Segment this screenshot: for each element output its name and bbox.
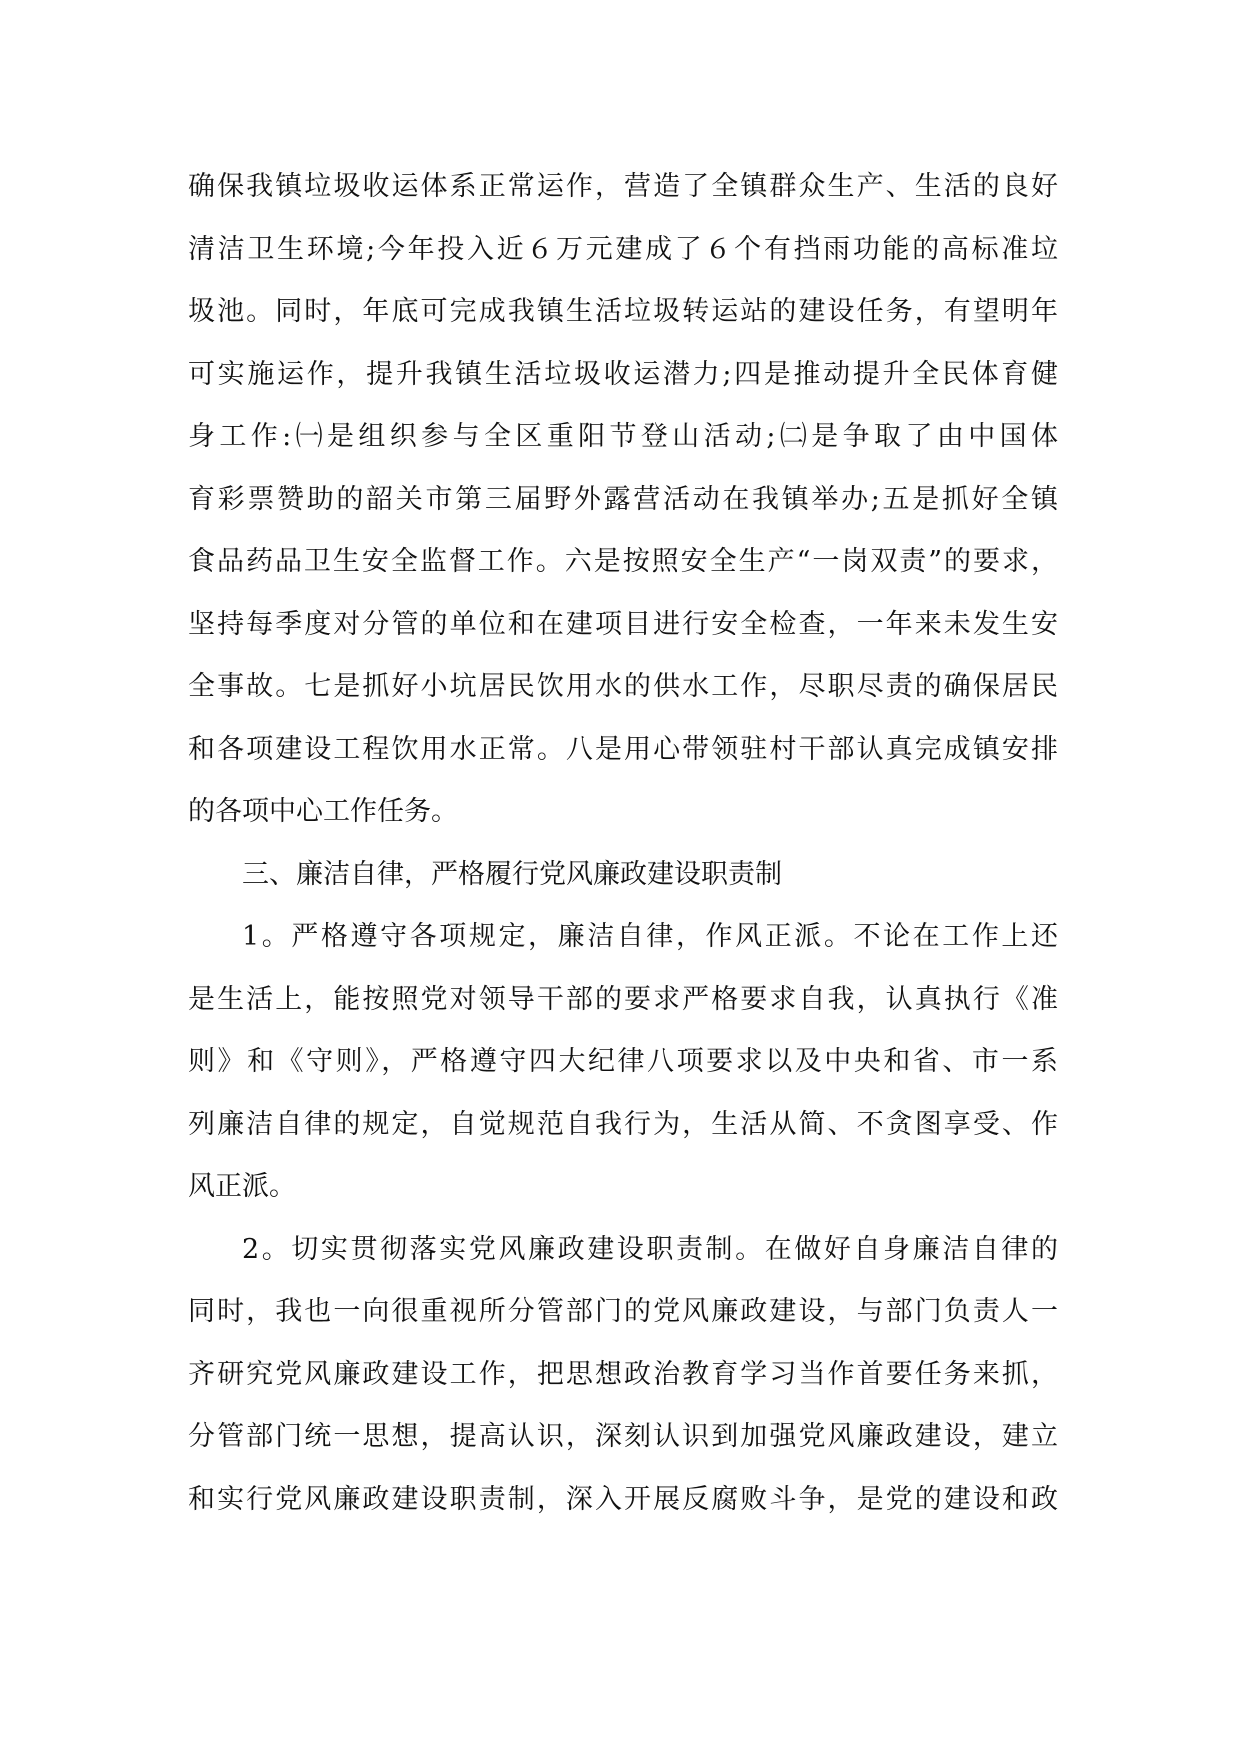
text-line: 2。切实贯彻落实党风廉政建设职责制。在做好自身廉洁自律的 — [242, 1233, 1058, 1265]
text-line: 圾池。同时，年底可完成我镇生活垃圾转运站的建设任务，有望明年 — [188, 296, 1058, 327]
text-line: 确保我镇垃圾收运体系正常运作，营造了全镇群众生产、生活的良好 — [188, 171, 1058, 202]
text-line: 是生活上，能按照党对领导干部的要求严格要求自我，认真执行《准 — [188, 983, 1058, 1015]
text-line: 全事故。七是抓好小坑居民饮用水的供水工作，尽职尽责的确保居民 — [188, 671, 1058, 702]
body-text — [188, 156, 1058, 1531]
text-line: 坚持每季度对分管的单位和在建项目进行安全检查，一年来未发生安 — [188, 608, 1058, 640]
text-line: 同时，我也一向很重视所分管部门的党风廉政建设，与部门负责人一 — [188, 1296, 1058, 1327]
text-line: 1。严格遵守各项规定，廉洁自律，作风正派。不论在工作上还 — [242, 921, 1058, 952]
text-line: 身工作:㈠是组织参与全区重阳节登山活动;㈡是争取了由中国体 — [188, 421, 1058, 452]
text-line: 食品药品卫生安全监督工作。六是按照安全生产“一岗双责”的要求， — [188, 546, 1058, 577]
text-line: 齐研究党风廉政建设工作，把思想政治教育学习当作首要任务来抓， — [188, 1358, 1058, 1390]
text-line: 列廉洁自律的规定，自觉规范自我行为，生活从简、不贪图享受、作 — [188, 1108, 1058, 1140]
section-heading: 三、廉洁自律，严格履行党风廉政建设职责制 — [242, 858, 782, 890]
text-line: 可实施运作，提升我镇生活垃圾收运潜力;四是推动提升全民体育健 — [188, 358, 1058, 390]
text-line: 风正派。 — [188, 1171, 296, 1202]
text-line: 和实行党风廉政建设职责制，深入开展反腐败斗争，是党的建设和政 — [188, 1483, 1058, 1515]
text-line: 的各项中心工作任务。 — [188, 796, 458, 827]
text-line: 育彩票赞助的韶关市第三届野外露营活动在我镇举办;五是抓好全镇 — [188, 483, 1058, 515]
text-line: 和各项建设工程饮用水正常。八是用心带领驻村干部认真完成镇安排 — [188, 733, 1058, 765]
text-line: 则》和《守则》，严格遵守四大纪律八项要求以及中央和省、市一系 — [188, 1046, 1058, 1077]
text-line: 清洁卫生环境;今年投入近６万元建成了６个有挡雨功能的高标准垃 — [188, 233, 1058, 265]
text-line: 分管部门统一思想，提高认识，深刻认识到加强党风廉政建设，建立 — [188, 1421, 1058, 1452]
